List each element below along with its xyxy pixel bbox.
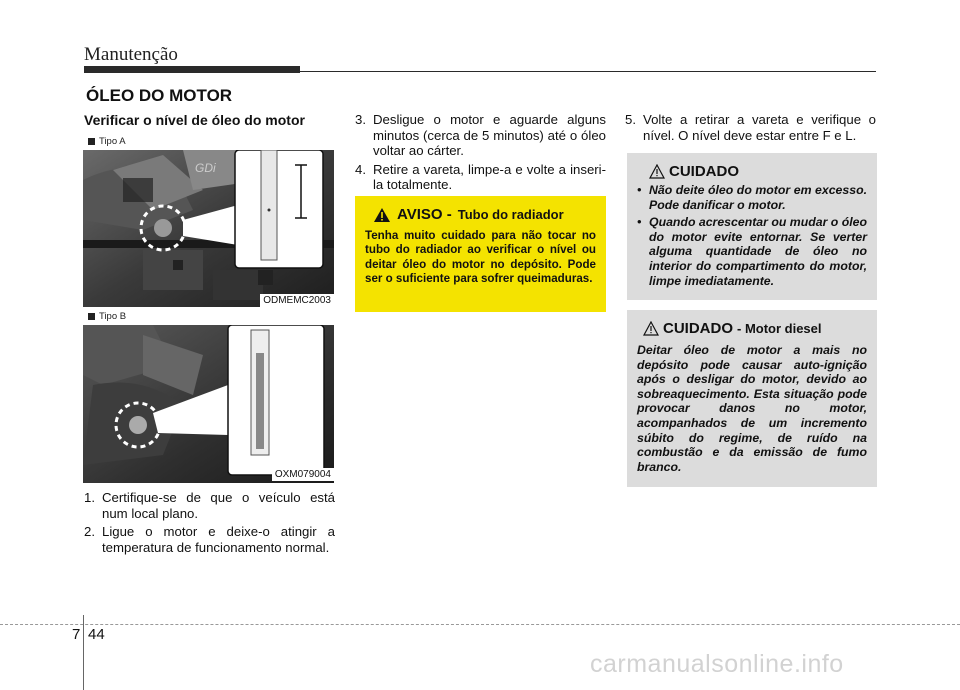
warning-text: Tenha muito cuidado para não tocar no tubo do radiador ao verificar o nível ou deitar óleo do motor no depósito. Pode ser o suficiente para sofrer queimaduras. [365,229,596,286]
footer-divider [83,615,84,690]
figure-a-label [88,136,126,147]
middle-steps [355,112,606,196]
engine-dipstick-type-b-illustration [83,325,334,483]
caution-diesel-title [643,320,867,337]
list-item [637,183,867,212]
step-text: Certifique-se de que o veículo está num local plano. [102,490,335,521]
list-item [84,490,335,521]
step-number: 3. [355,112,366,127]
subsection-heading: Verificar o nível de óleo do motor [84,112,305,128]
caution-box [627,153,877,300]
caution-title-text: CUIDADO [669,163,739,180]
list-item [625,112,876,143]
list-item [84,524,335,555]
step-text: Desligue o motor e aguarde alguns minutos (cerca de 5 minutos) até o óleo voltar ao cárter. [373,112,606,158]
bullet-icon: • [637,183,642,197]
step-number: 5. [625,112,636,127]
caution-triangle-icon [649,164,665,179]
figure-a-label-text: Tipo A [99,136,126,147]
figure-a-photo [83,150,334,307]
caution-bullet-text: Quando acrescentar ou mudar o óleo do motor evite entornar. Se verter alguma quantidade de óleo no interior do compartimento do motor, limpe imediatamente. [649,215,867,288]
page-number: 44 [88,626,105,643]
list-item [637,215,867,288]
warning-subtitle: Tubo do radiador [457,207,564,222]
figure-b-label-text: Tipo B [99,311,127,322]
square-bullet-icon [88,138,95,145]
left-steps [84,490,335,558]
warning-triangle-icon [373,207,391,223]
warning-box [355,196,606,312]
caution-diesel-text: Deitar óleo de motor a mais no depósito pode causar auto-ignição após o desligar do motor, devido ao sobreaquecimento. Esta situação pode provocar danos no motor, acompanhados de um incremento súbito do regime, de ruído na combustão e da emissão de fumo branco. [637,343,867,474]
engine-dipstick-type-a-illustration [83,150,334,307]
chapter-number: 7 [72,626,81,643]
warning-title-text: AVISO - [397,206,452,223]
square-bullet-icon [88,313,95,320]
bullet-icon: • [637,215,642,230]
caution-title [649,163,867,180]
caution-diesel-box [627,310,877,487]
caution-diesel-title-text: CUIDADO [663,320,733,337]
svg-text:GDi: GDi [195,161,216,175]
caution-bullet-text: Não deite óleo do motor em excesso. Pode danificar o motor. [649,183,867,212]
caution-diesel-subtitle: - Motor diesel [737,321,822,336]
warning-title [373,206,596,223]
caution-bullets [637,183,867,288]
figure-b-caption: OXM079004 [272,468,334,481]
step-text: Volte a retirar a vareta e verifique o nível. O nível deve estar entre F e L. [643,112,876,143]
list-item [355,112,606,159]
step-number: 2. [84,524,95,539]
watermark: carmanualsonline.info [590,650,844,678]
running-header: Manutenção [84,44,178,65]
figure-b-photo [83,325,334,483]
step-text: Retire a vareta, limpe-a e volte a inseri-la totalmente. [373,161,606,192]
figure-b-label [88,311,126,322]
section-title: ÓLEO DO MOTOR [86,86,233,105]
caution-triangle-icon [643,321,659,336]
list-item [355,162,606,193]
step-text: Ligue o motor e deixe-o atingir a temperatura de funcionamento normal. [102,524,335,555]
right-steps [625,112,876,146]
footer-dashed-rule [0,624,960,625]
header-rule [84,71,876,72]
step-number: 1. [84,490,95,505]
step-number: 4. [355,161,366,177]
figure-a-caption: ODMEMC2003 [260,294,334,307]
